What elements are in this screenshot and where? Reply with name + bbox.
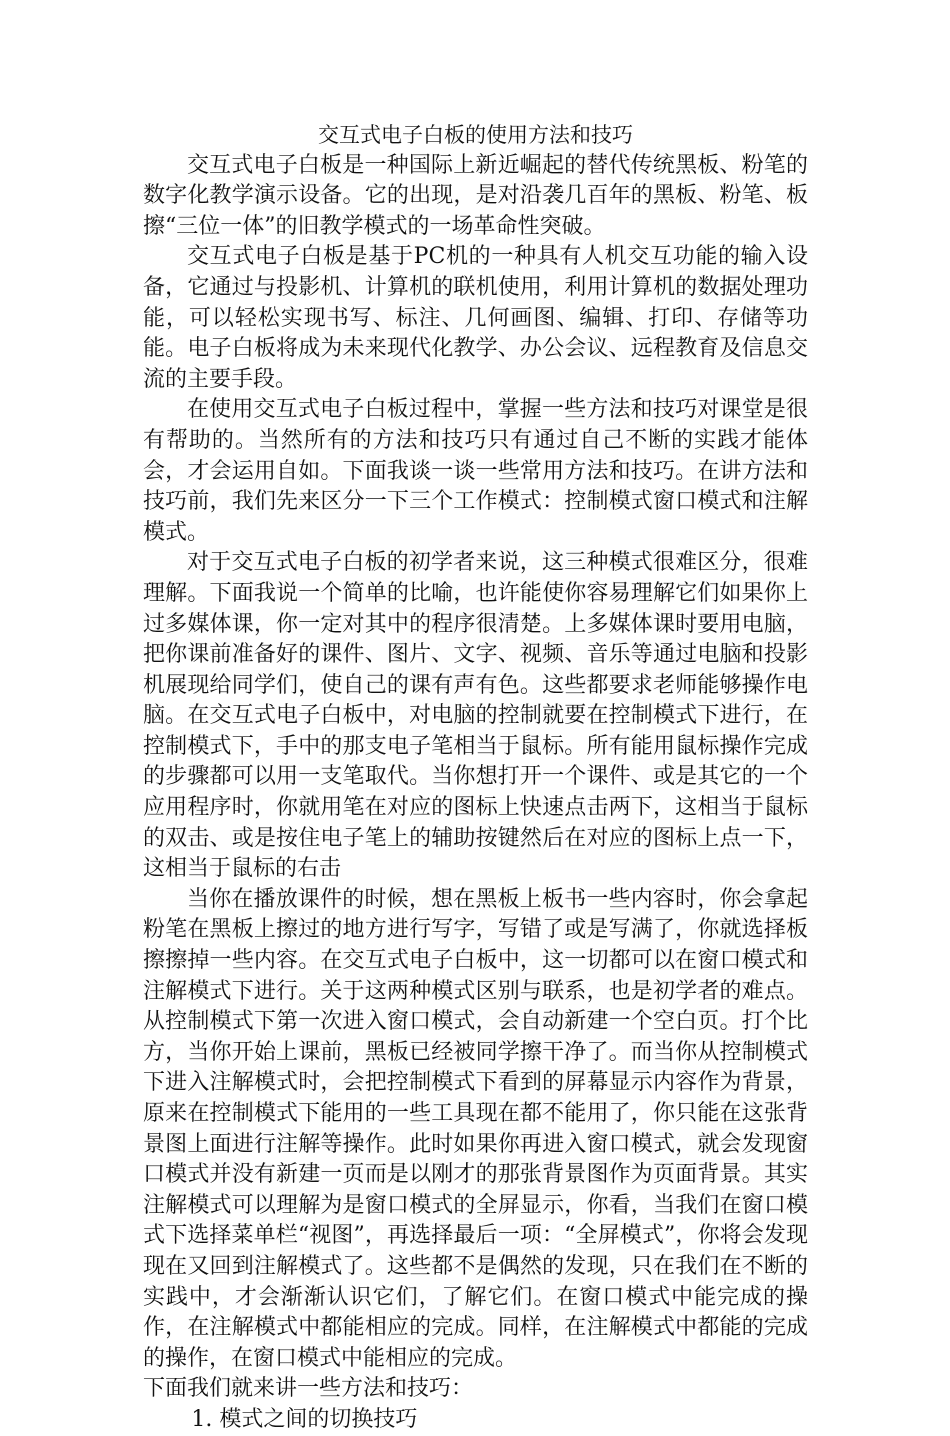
paragraph-intro: 交互式电子白板是一种国际上新近崛起的替代传统黑板、粉笔的数字化教学演示设备。它的出现，是对沿袭几百年的黑板、粉笔、板擦“三位一体”的旧教学模式的一场革命性突破。 [143, 152, 808, 239]
document-title: 交互式电子白板的使用方法和技巧 [318, 123, 633, 147]
paragraph-control-mode: 对于交互式电子白板的初学者来说，这三种模式很难区分，很难理解。下面我说一个简单的比喻，也许能使你容易理解它们如果你上过多媒体课，你一定对其中的程序很清楚。上多媒体课时要用电脑，把你课前准备好的课件、图片、文字、视频、音乐等通过电脑和投影机展现给同学们，使自己的课有声有色。这些都要求老师能够操作电脑。在交互式电子白板中，对电脑的控制就要在控制模式下进行，在控制模式下，手中的那支电子笔相当于鼠标。所有能用鼠标操作完成的步骤都可以用一支笔取代。当你想打开一个课件、或是其它的一个应用程序时，你就用笔在对应的图标上快速点击两下，这相当于鼠标的双击、或是按住电子笔上的辅助按键然后在对应的图标上点一下，这相当于鼠标的右击 [143, 550, 808, 882]
list-item-mode-switching: 1. 模式之间的切换技巧 [191, 1406, 418, 1432]
lead-in-text: 下面我们就来讲一些方法和技巧： [143, 1376, 474, 1402]
document-page [143, 120, 808, 1436]
paragraph-definition: 交互式电子白板是基于PC机的一种具有人机交互功能的输入设备，它通过与投影机、计算机的联机使用，利用计算机的数据处理功能，可以轻松实现书写、标注、几何画图、编辑、打印、存储等功能。电子白板将成为未来现代化教学、办公会议、远程教育及信息交流的主要手段。 [143, 244, 808, 392]
paragraph-modes-overview: 在使用交互式电子白板过程中，掌握一些方法和技巧对课堂是很有帮助的。当然所有的方法和技巧只有通过自己不断的实践才能体会，才会运用自如。下面我谈一谈一些常用方法和技巧。在讲方法和技巧前，我们先来区分一下三个工作模式：控制模式窗口模式和注解模式。 [143, 397, 808, 545]
paragraph-window-annotation-mode: 当你在播放课件的时候，想在黑板上板书一些内容时，你会拿起粉笔在黑板上擦过的地方进行写字，写错了或是写满了，你就选择板擦擦掉一些内容。在交互式电子白板中，这一切都可以在窗口模式和注解模式下进行。关于这两种模式区别与联系，也是初学者的难点。从控制模式下第一次进入窗口模式，会自动新建一个空白页。打个比方，当你开始上课前，黑板已经被同学擦干净了。而当你从控制模式下进入注解模式时，会把控制模式下看到的屏幕显示内容作为背景，原来在控制模式下能用的一些工具现在都不能用了，你只能在这张背景图上面进行注解等操作。此时如果你再进入窗口模式，就会发现窗口模式并没有新建一页而是以刚才的那张背景图作为页面背景。其实注解模式可以理解为是窗口模式的全屏显示，你看，当我们在窗口模式下选择菜单栏“视图”，再选择最后一项：“全屏模式”，你将会发现现在又回到注解模式了。这些都不是偶然的发现，只在我们在不断的实践中，才会渐渐认识它们，了解它们。在窗口模式中能完成的操作，在注解模式中都能相应的完成。同样，在注解模式中都能的完成的操作，在窗口模式中能相应的完成。 [143, 886, 808, 1371]
